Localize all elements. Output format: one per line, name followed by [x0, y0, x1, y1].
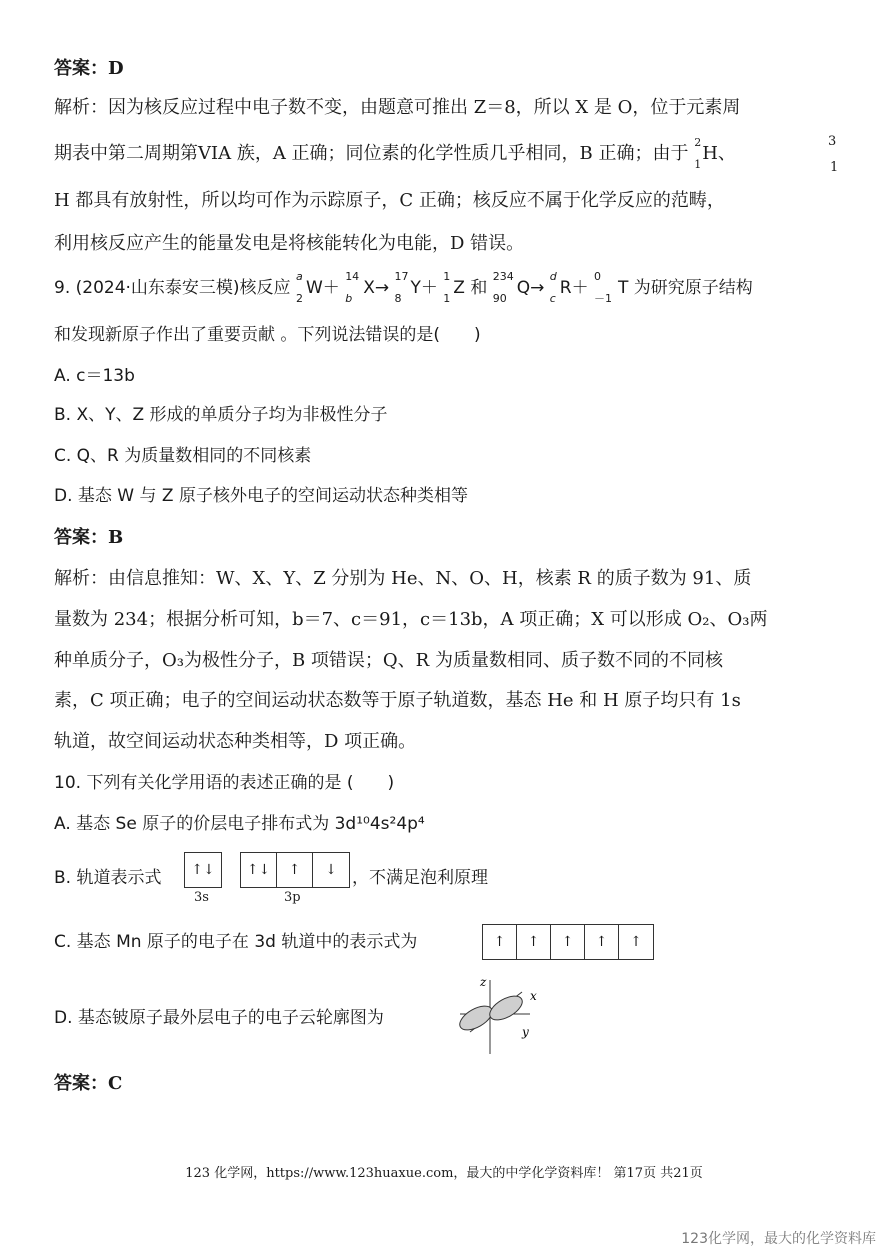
nuclide-h3-mass: 3: [828, 134, 837, 149]
page-footer: 123 化学网，https://www.123huaxue.com，最大的中学化学资料库！ 第17页 共21页: [185, 1166, 703, 1181]
orbital-3p-cell-2: ↑: [277, 853, 313, 887]
question-10-option-a: A. 基态 Se 原子的价层电子排布式为 3d¹⁰4s²4p⁴: [54, 814, 425, 834]
orbital-3p: [240, 852, 350, 888]
nuclide-z: 1 1 Z 和: [443, 270, 488, 305]
question-9-stem-2: 和发现新原子作出了重要贡献 。下列说法错误的是( ): [54, 325, 481, 345]
question-9-option-c: C. Q、R 为质量数相同的不同核素: [54, 446, 312, 466]
label-3p: 3p: [284, 890, 301, 905]
question-9-stem: 9. (2024·山东泰安三模)核反应 a 2 W＋ 14 b X→ 17 8 Y＋ 1 1 Z 和 234 90 Q→ d c R＋ 0 －1 T 为研究原子结构: [54, 270, 753, 305]
question-10-option-b-suffix: ，不满足泡利原理: [352, 868, 488, 888]
orbital-3p-cell-1: ↑↓: [241, 853, 277, 887]
nuclide-r: d c R＋: [549, 270, 589, 305]
watermark: 123化学网，最大的化学资料库: [681, 1231, 876, 1247]
orbital-3d-cell: ↑: [551, 925, 585, 959]
label-3s: 3s: [194, 890, 209, 905]
question-9-option-d: D. 基态 W 与 Z 原子核外电子的空间运动状态种类相等: [54, 486, 468, 506]
explanation-2-line-5: 轨道，故空间运动状态种类相等，D 项正确。: [54, 731, 417, 752]
explanation-2-line-3: 种单质分子，O₃为极性分子，B 项错误；Q、R 为质量数相同、质子数不同的不同核: [54, 650, 723, 671]
question-10-option-b-prefix: B. 轨道表示式: [54, 868, 162, 888]
axis-x-label: x: [530, 989, 537, 1003]
nuclide-y: 17 8 Y＋: [394, 270, 438, 305]
orbital-3s-cell: ↑↓: [191, 862, 215, 878]
answer-line-2: 答案：B: [54, 527, 124, 548]
question-10-option-d: D. 基态铍原子最外层电子的电子云轮廓图为: [54, 1008, 384, 1028]
orbital-3d-cell: ↑: [630, 934, 642, 950]
orbital-3s: [184, 852, 222, 888]
explanation-2-line-2: 量数为 234；根据分析可知，b＝7、c＝91，c＝13b，A 项正确；X 可以形成 O₂、O₃两: [54, 609, 768, 630]
question-9-option-a: A. c＝13b: [54, 366, 135, 386]
explanation-1-line-3: H 都具有放射性，所以均可作为示踪原子，C 正确；核反应不属于化学反应的范畴，: [54, 190, 725, 211]
nuclide-h3-charge: 1: [830, 160, 839, 175]
question-10-stem: 10. 下列有关化学用语的表述正确的是 ( ): [54, 773, 395, 793]
orbital-3d-cell: ↑: [585, 925, 619, 959]
nuclide-h2: 2 1 H、: [694, 136, 736, 171]
question-10-option-c: C. 基态 Mn 原子的电子在 3d 轨道中的表示式为: [54, 932, 418, 952]
axis-z-label: z: [480, 975, 487, 989]
answer-line-1: 答案：D: [54, 58, 124, 79]
explanation-1-line-4: 利用核反应产生的能量发电是将核能转化为电能，D 错误。: [54, 233, 525, 254]
orbital-3d: [482, 924, 654, 960]
orbital-3p-cell-3: ↓: [325, 862, 337, 878]
explanation-2-line-1: 解析：由信息推知：W、X、Y、Z 分别为 He、N、O、H，核素 R 的质子数为 91、质: [54, 568, 752, 589]
question-9-option-b: B. X、Y、Z 形成的单质分子均为非极性分子: [54, 405, 388, 425]
answer-line-3: 答案：C: [54, 1073, 123, 1094]
explanation-1-line-2: 期表中第二周期第VIA 族，A 正确；同位素的化学性质几乎相同，B 正确；由于 2 1 H、: [54, 136, 736, 171]
nuclide-q: 234 90 Q→: [492, 270, 545, 305]
p-orbital-diagram: [450, 972, 550, 1058]
explanation-1-line-1: 解析：因为核反应过程中电子数不变，由题意可推出 Z＝8，所以 X 是 O，位于元素周: [54, 97, 741, 118]
nuclide-w: a 2 W＋: [295, 270, 340, 305]
explanation-2-line-4: 素，C 项正确；电子的空间运动状态数等于原子轨道数，基态 He 和 H 原子均只有 1s: [54, 690, 741, 711]
nuclide-t: 0 －1 T 为研究原子结构: [594, 270, 753, 305]
orbital-3d-cell: ↑: [517, 925, 551, 959]
orbital-3d-cell: ↑: [483, 925, 517, 959]
axis-y-label: y: [522, 1025, 529, 1039]
nuclide-x: 14 b X→: [345, 270, 390, 305]
